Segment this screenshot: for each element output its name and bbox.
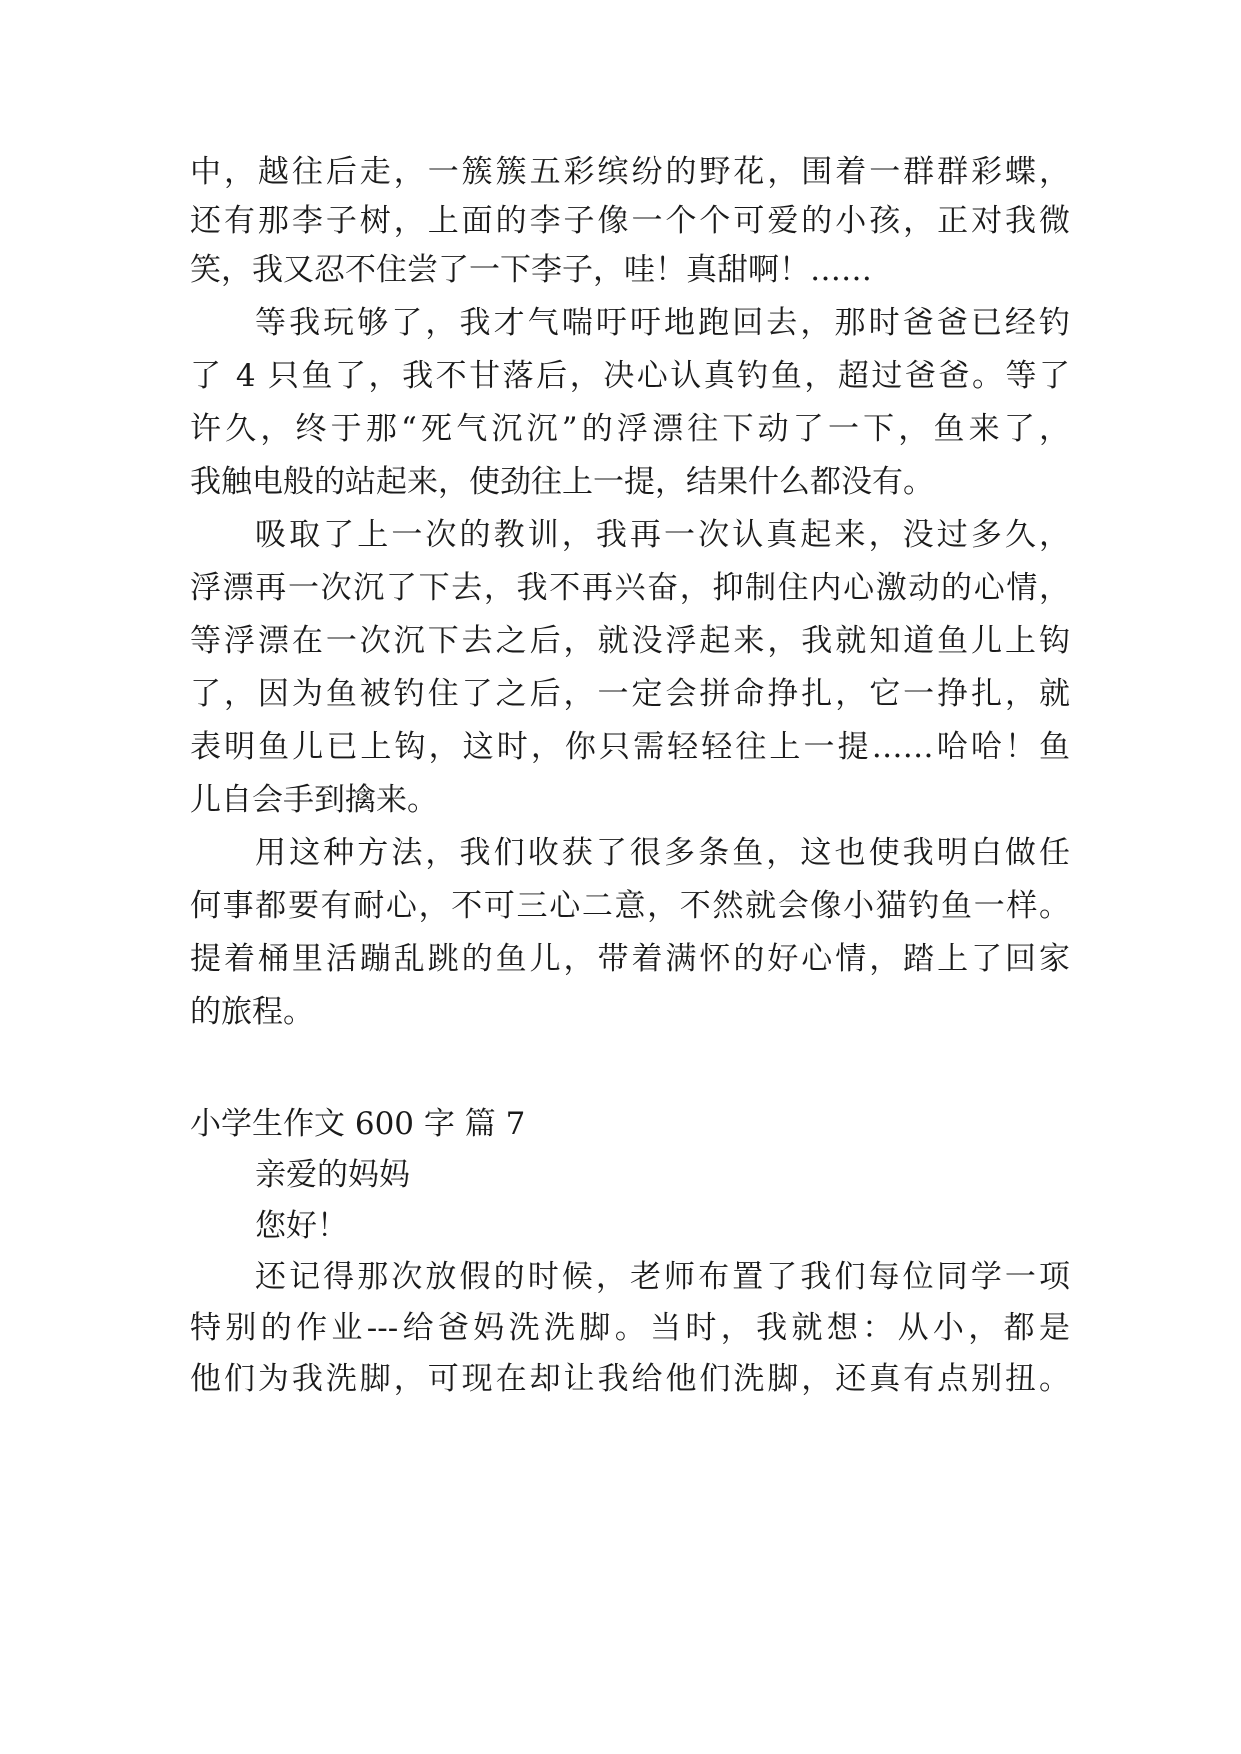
paragraph-line: 提着桶里活蹦乱跳的鱼儿，带着满怀的好心情，踏上了回家 <box>190 941 1070 977</box>
paragraph-line: 何事都要有耐心，不可三心二意，不然就会像小猫钓鱼一样。 <box>190 888 1070 924</box>
paragraph-line: 儿自会手到擒来。 <box>190 782 438 818</box>
letter-greeting: 您好！ <box>255 1208 348 1244</box>
paragraph-line: 表明鱼儿已上钩，这时，你只需轻轻往上一提……哈哈！鱼 <box>190 729 1070 765</box>
paragraph-line: 了 4 只鱼了，我不甘落后，决心认真钓鱼，超过爸爸。等了 <box>190 358 1070 394</box>
paragraph-line: 浮漂再一次沉了下去，我不再兴奋，抑制住内心激动的心情， <box>190 570 1070 606</box>
paragraph-line: 的旅程。 <box>190 994 314 1030</box>
paragraph-line: 还记得那次放假的时候，老师布置了我们每位同学一项 <box>255 1259 1070 1295</box>
section-heading: 小学生作文 600 字 篇 7 <box>190 1106 526 1142</box>
paragraph-line: 等我玩够了，我才气喘吁吁地跑回去，那时爸爸已经钓 <box>255 305 1070 341</box>
letter-salutation: 亲爱的妈妈 <box>255 1157 410 1193</box>
paragraph-line: 中，越往后走，一簇簇五彩缤纷的野花，围着一群群彩蝶， <box>190 154 1070 190</box>
paragraph-line: 笑，我又忍不住尝了一下李子，哇！真甜啊！…… <box>190 252 872 288</box>
paragraph-line: 了，因为鱼被钓住了之后，一定会拼命挣扎，它一挣扎，就 <box>190 676 1070 712</box>
paragraph-line: 用这种方法，我们收获了很多条鱼，这也使我明白做任 <box>255 835 1070 871</box>
paragraph-line: 我触电般的站起来，使劲往上一提，结果什么都没有。 <box>190 464 934 500</box>
paragraph-line: 他们为我洗脚，可现在却让我给他们洗脚，还真有点别扭。 <box>190 1361 1070 1397</box>
paragraph-line: 吸取了上一次的教训，我再一次认真起来，没过多久， <box>255 517 1070 553</box>
paragraph-line: 还有那李子树，上面的李子像一个个可爱的小孩，正对我微 <box>190 203 1070 239</box>
paragraph-line: 特别的作业---给爸妈洗洗脚。当时，我就想：从小，都是 <box>190 1310 1070 1346</box>
paragraph-line: 等浮漂在一次沉下去之后，就没浮起来，我就知道鱼儿上钩 <box>190 623 1070 659</box>
paragraph-line: 许久，终于那“死气沉沉”的浮漂往下动了一下，鱼来了， <box>190 411 1070 447</box>
